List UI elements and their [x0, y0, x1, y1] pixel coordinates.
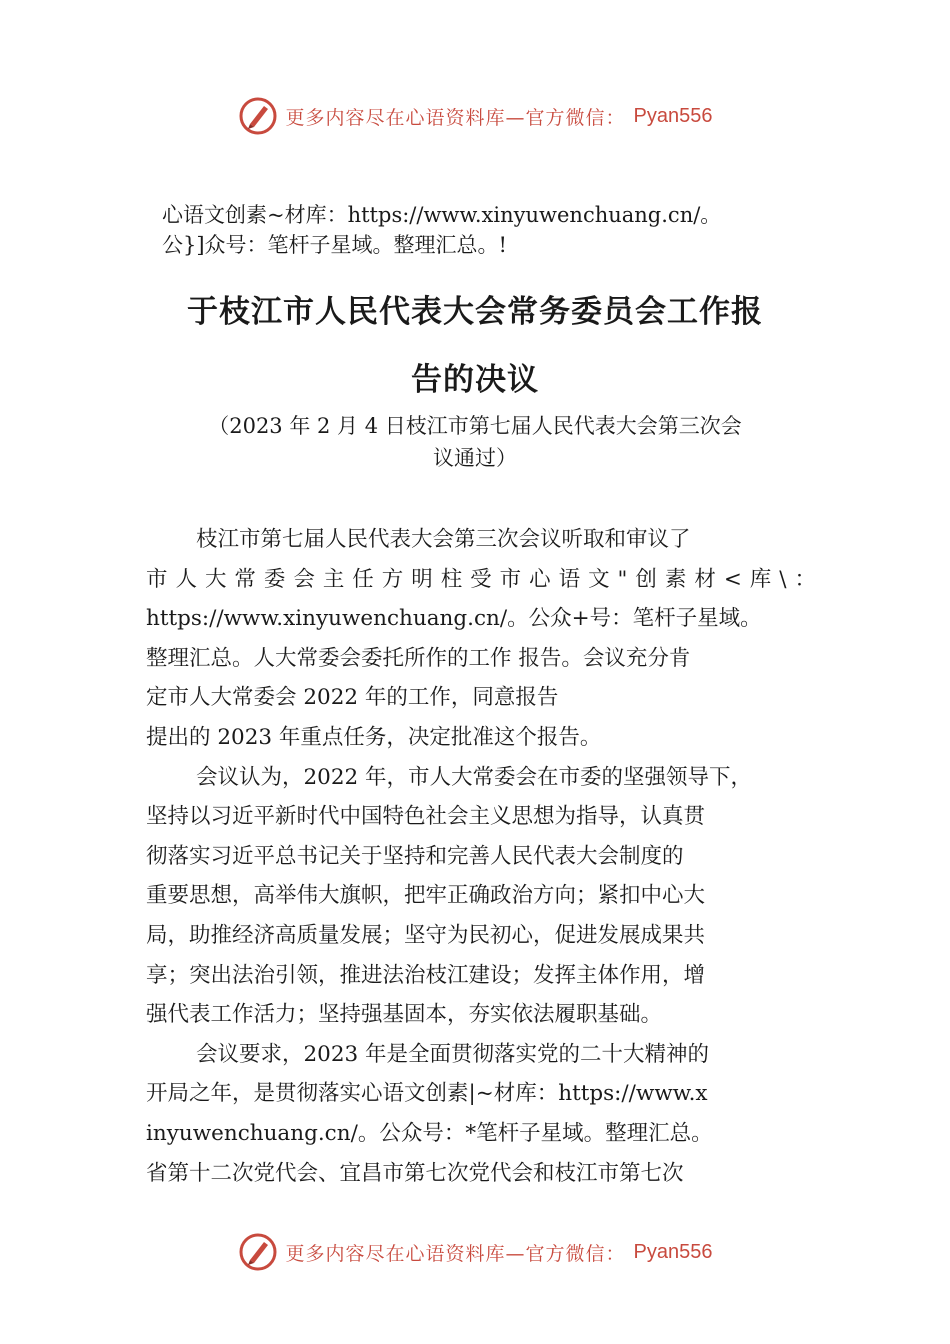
watermark-handle: Pyan556: [633, 1240, 713, 1263]
document-subtitle: [150, 410, 800, 474]
body-line: 彻落实习近平总书记关于坚持和完善人民代表大会制度的: [146, 843, 684, 869]
body-line: 整理汇总。人大常委会委托所作的工作 报告。会议充分肯: [146, 645, 691, 671]
watermark-text: 更多内容尽在心语资料库—官方微信：: [285, 106, 626, 129]
document-body: [146, 520, 816, 1193]
source-note-line: 心语文创素~材库：https://www.xinyuwenchuang.cn/。: [162, 203, 722, 227]
body-line: 提出的 2023 年重点任务，决定批准这个报告。: [146, 724, 602, 750]
body-line: 定市人大常委会 2022 年的工作，同意报告: [146, 685, 559, 711]
pen-logo-icon: [238, 96, 278, 136]
body-line: 省第十二次党代会、宜昌市第七次党代会和枝江市第七次: [146, 1160, 684, 1186]
body-line: 局，助推经济高质量发展；坚守为民初心，促进发展成果共: [146, 922, 706, 948]
body-line: 强代表工作活力；坚持强基固本，夯实依法履职基础。: [146, 1002, 663, 1028]
watermark-banner-bottom: [0, 1228, 950, 1276]
document-title-line1: 于枝江市人民代表大会常务委员会工作报: [187, 294, 763, 330]
watermark-text: 更多内容尽在心语资料库—官方微信：: [285, 1242, 626, 1265]
watermark-handle: Pyan556: [633, 104, 713, 127]
body-line: https://www.xinyuwenchuang.cn/。公众+号：笔杆子星域。: [146, 606, 762, 632]
watermark-banner-top: [0, 92, 950, 140]
body-line: 市人大常委会主任方明柱受市心语文"创素材<库\：: [146, 566, 816, 592]
body-line: inyuwenchuang.cn/。公众号：*笔杆子星域。整理汇总。: [146, 1120, 713, 1146]
body-line: 重要思想，高举伟大旗帜，把牢正确政治方向；紧扣中心大: [146, 883, 706, 909]
body-line: 坚持以习近平新时代中国特色社会主义思想为指导，认真贯: [146, 804, 706, 830]
body-line: 开局之年，是贯彻落实心语文创素|~材库：https://www.x: [146, 1081, 708, 1107]
body-line: 枝江市第七届人民代表大会第三次会议听取和审议了: [196, 527, 691, 552]
source-note: [162, 200, 862, 260]
body-line: 会议认为，2022 年，市人大常委会在市委的坚强领导下，: [196, 764, 753, 790]
body-line: 享；突出法治引领，推进法治枝江建设；发挥主体作用，增: [146, 962, 706, 988]
subtitle-line: （2023 年 2 月 4 日枝江市第七届人民代表大会第三次会: [208, 414, 742, 438]
subtitle-line: 议通过）: [433, 446, 517, 470]
source-note-line: 公}]众号：笔杆子星域。整理汇总。!: [162, 233, 507, 257]
pen-logo-icon: [238, 1232, 278, 1272]
body-line: 会议要求，2023 年是全面贯彻落实党的二十大精神的: [196, 1041, 710, 1067]
document-title-line2: 告的决议: [411, 362, 539, 398]
